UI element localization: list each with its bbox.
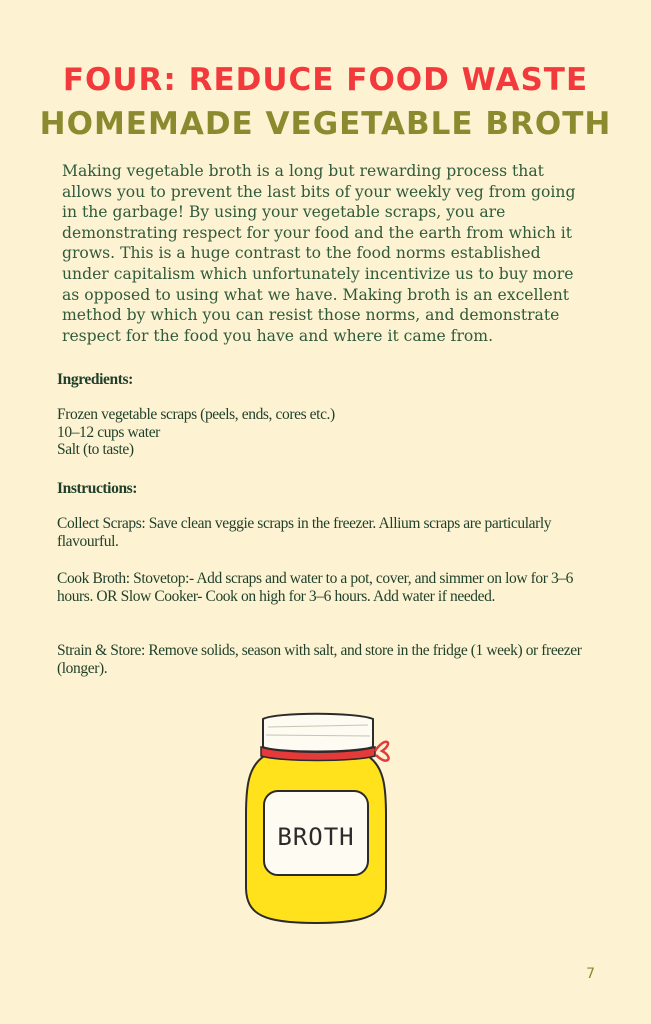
broth-jar-illustration [236, 705, 396, 930]
recipe-title: HOMEMADE VEGETABLE BROTH [39, 106, 612, 142]
jar-label-text: BROTH [277, 823, 355, 851]
step-strain-store: Strain & Store: Remove solids, season with salt, and store in the fridge (1 week) or freezer (longer). [57, 642, 582, 677]
jar-lid [263, 714, 373, 752]
instructions-heading: Instructions: [57, 480, 138, 497]
ingredient-item: Salt (to taste) [57, 441, 134, 458]
intro-paragraph: Making vegetable broth is a long but rewarding process that allows you to prevent the last bits of your weekly veg from going in the garbage! By using your vegetable scraps, you are demonstrating respect for your food and the earth from which it grows. This is a huge contrast to the food norms established under capitalism which unfortunately incentivize us to buy more as opposed to using what we have. Making broth is an excellent method by which you can resist those norms, and demonstrate respect for the food you have and where it came from. [62, 162, 576, 345]
page-number: 7 [586, 966, 595, 982]
jar-bow [375, 742, 389, 761]
ingredients-heading: Ingredients: [57, 371, 133, 388]
ingredient-item: 10–12 cups water [57, 423, 160, 441]
step-collect-scraps: Collect Scraps: Save clean veggie scraps in the freezer. Allium scraps are particularly flavourful. [57, 515, 552, 550]
ingredients-list [57, 406, 597, 459]
step-cook-broth: Cook Broth: Stovetop:- Add scraps and water to a pot, cover, and simmer on low for 3–6 hours. OR Slow Cooker- Cook on high for 3–6 hours. Add water if needed. [57, 570, 573, 605]
chapter-title: FOUR: REDUCE FOOD WASTE [62, 62, 589, 98]
ingredient-item: Frozen vegetable scraps (peels, ends, cores etc.) [57, 406, 335, 423]
